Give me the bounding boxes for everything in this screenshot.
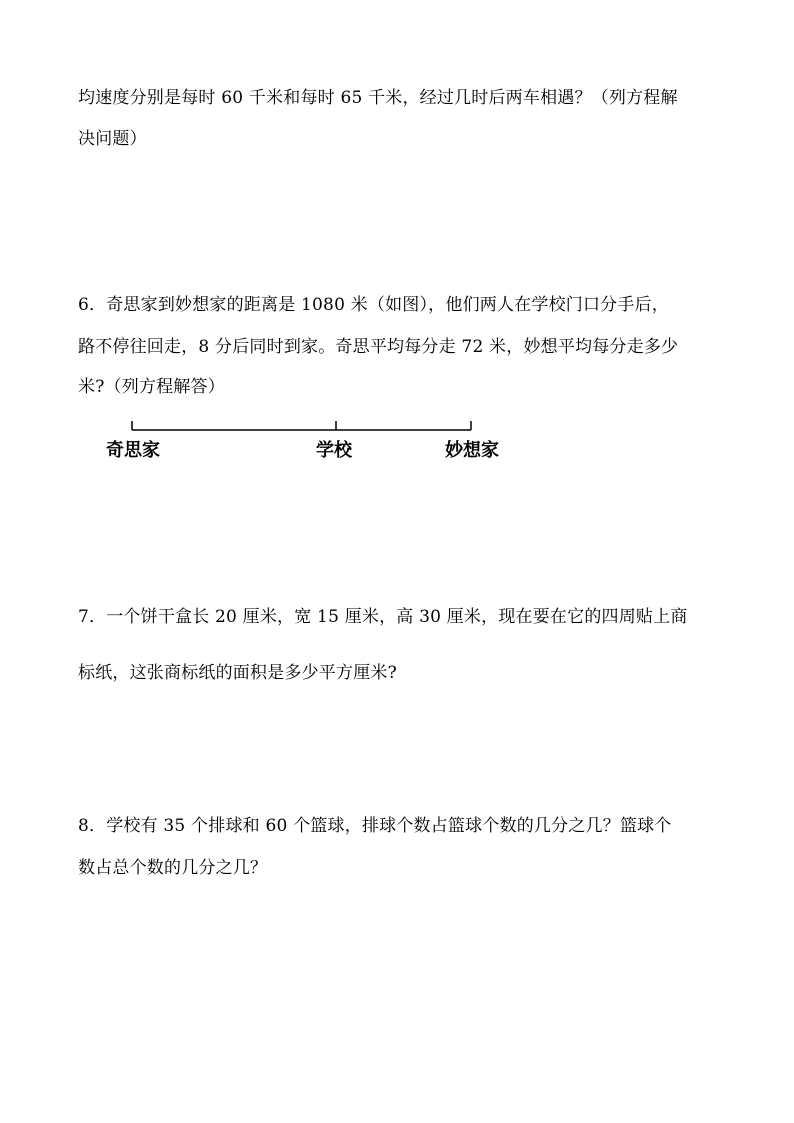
problem-6-line-1: 6．奇思家到妙想家的距离是 1080 米（如图），他们两人在学校门口分手后， xyxy=(78,295,669,315)
distance-line-figure xyxy=(100,418,520,438)
problem-8-line-2: 数占总个数的几分之几？ xyxy=(78,858,268,878)
problem-6-line-3: 米?（列方程解答） xyxy=(78,377,225,397)
problem-5-line-1: 均速度分别是每时 60 千米和每时 65 千米，经过几时后两车相遇？（列方程解 xyxy=(78,88,678,108)
distance-diagram xyxy=(100,418,520,468)
label-school: 学校 xyxy=(316,440,352,461)
problem-7-line-2: 标纸，这张商标纸的面积是多少平方厘米? xyxy=(78,663,397,683)
problem-5-line-2: 决问题） xyxy=(78,129,147,149)
label-qisi-home: 奇思家 xyxy=(106,440,160,461)
problem-6-line-2: 路不停往回走，8 分后同时到家。奇思平均每分走 72 米，妙想平均每分走多少 xyxy=(78,337,679,357)
problem-7-line-1: 7．一个饼干盒长 20 厘米，宽 15 厘米，高 30 厘米，现在要在它的四周贴上商 xyxy=(78,607,688,627)
label-miaoxiang-home: 妙想家 xyxy=(445,440,499,461)
problem-8-line-1: 8．学校有 35 个排球和 60 个篮球，排球个数占篮球个数的几分之几？篮球个 xyxy=(78,816,672,836)
